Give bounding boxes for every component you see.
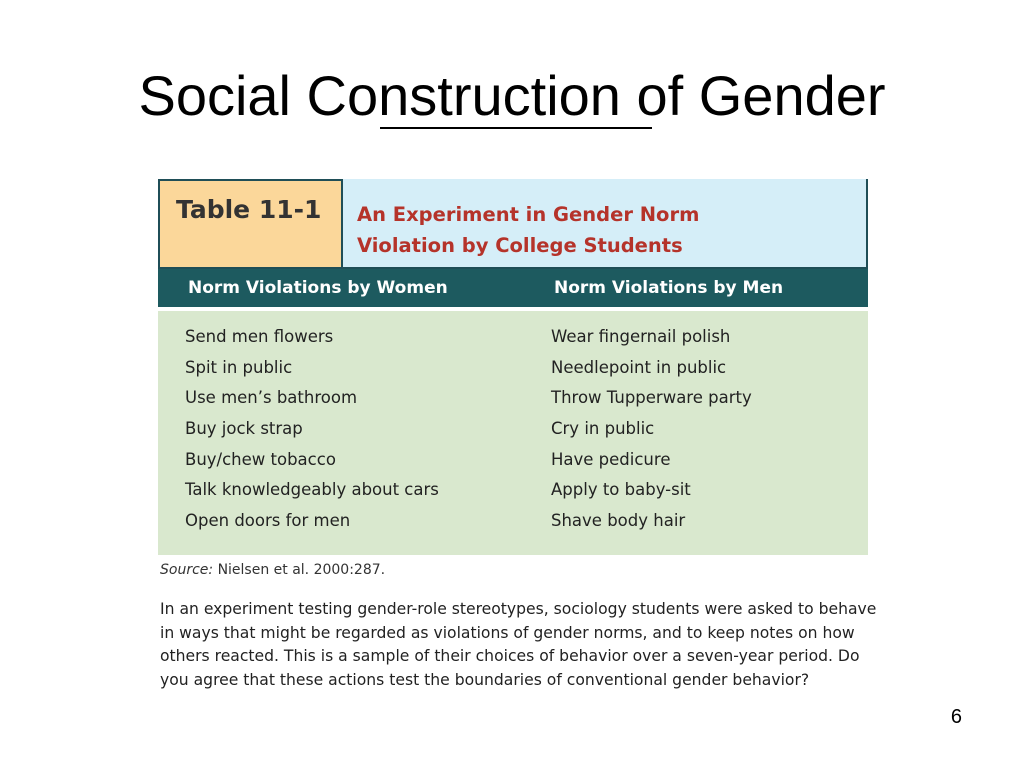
column-header-men: Norm Violations by Men: [554, 278, 784, 298]
source-label: Source:: [160, 562, 214, 578]
table-row: [158, 444, 868, 475]
table-label: Table 11-1: [160, 181, 343, 267]
slide-number: 6: [950, 706, 962, 728]
table-cell-women: Talk knowledgeably about cars: [185, 480, 439, 500]
table-header: [158, 179, 868, 269]
table-cell-men: Shave body hair: [551, 510, 686, 530]
slide-title: Social Construction of Gender: [138, 64, 886, 127]
column-header-women: Norm Violations by Women: [188, 278, 448, 298]
source-line: [160, 562, 385, 578]
table-cell-women: Buy/chew tobacco: [185, 449, 336, 469]
table-caption-line-2: Violation by College Students: [357, 234, 683, 257]
table-row: [158, 505, 868, 536]
table-row: [158, 321, 868, 352]
table-caption-line-1: An Experiment in Gender Norm: [357, 203, 700, 226]
table-caption: [343, 179, 866, 267]
table-cell-women: Send men flowers: [185, 326, 334, 346]
table-cell-men: Needlepoint in public: [551, 357, 727, 377]
table-cell-men: Have pedicure: [551, 449, 671, 469]
table-cell-men: Wear fingernail polish: [551, 326, 731, 346]
table-cell-women: Open doors for men: [185, 510, 351, 530]
table-figure: [158, 179, 868, 555]
table-cell-women: Buy jock strap: [185, 418, 303, 438]
table-row: [158, 382, 868, 413]
table-row: [158, 413, 868, 444]
table-cell-women: Use men’s bathroom: [185, 388, 358, 408]
table-cell-men: Apply to baby-sit: [551, 480, 691, 500]
column-header-row: [158, 269, 868, 307]
description-text: In an experiment testing gender-role stereotypes, sociology students were asked to behave in ways that might be regarded as violations of gender norms, and to keep notes on how others reacted. This is a sample of their choices of behavior over a seven-year period. Do you agree that these actions test the boundaries of conventional gender behavior?: [160, 600, 877, 689]
table-cell-men: Throw Tupperware party: [551, 388, 752, 408]
table-row: [158, 474, 868, 505]
table-cell-women: Spit in public: [185, 357, 293, 377]
title-underline: [380, 127, 652, 129]
table-body: [158, 311, 868, 555]
table-row: [158, 352, 868, 383]
table-cell-men: Cry in public: [551, 418, 655, 438]
source-text: Nielsen et al. 2000:287.: [217, 562, 386, 578]
